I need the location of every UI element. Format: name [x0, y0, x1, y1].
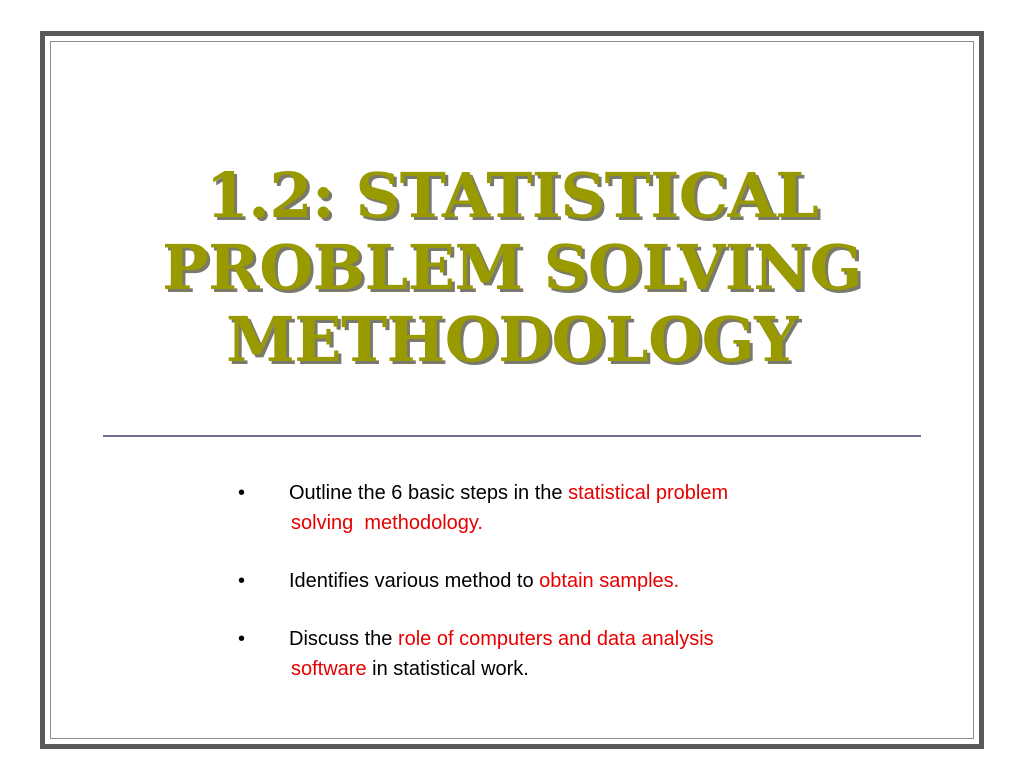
title-line-3: METHODOLOGY	[226, 303, 798, 376]
bullet-list	[228, 478, 908, 712]
bullet-3-continuation	[289, 654, 908, 684]
title-line-1: 1.2: STATISTICAL	[205, 159, 819, 232]
title-divider	[103, 435, 921, 437]
bullet-3-text: Discuss the	[289, 628, 398, 650]
bullet-2-text: Identifies various method to	[289, 570, 540, 592]
bullet-3-text-cont: in statistical work.	[366, 658, 529, 680]
slide-title	[60, 160, 964, 376]
bullet-1-text: Outline the 6 basic steps in the	[289, 482, 569, 504]
bullet-item-2	[228, 566, 908, 596]
bullet-item-3	[228, 624, 908, 684]
bullet-item-1	[228, 478, 908, 538]
bullet-marker: •	[238, 628, 246, 650]
bullet-1-highlight-cont: solving methodology.	[291, 512, 483, 534]
title-line-2: PROBLEM SOLVING	[162, 231, 862, 304]
bullet-marker: •	[238, 482, 246, 504]
bullet-1-continuation	[289, 508, 908, 538]
bullet-3-highlight: role of computers and data analysis	[397, 628, 714, 650]
bullet-1-highlight: statistical problem	[568, 482, 729, 504]
bullet-2-highlight: obtain samples.	[539, 570, 680, 592]
bullet-3-highlight-cont: software	[291, 658, 367, 680]
bullet-marker: •	[238, 570, 246, 592]
